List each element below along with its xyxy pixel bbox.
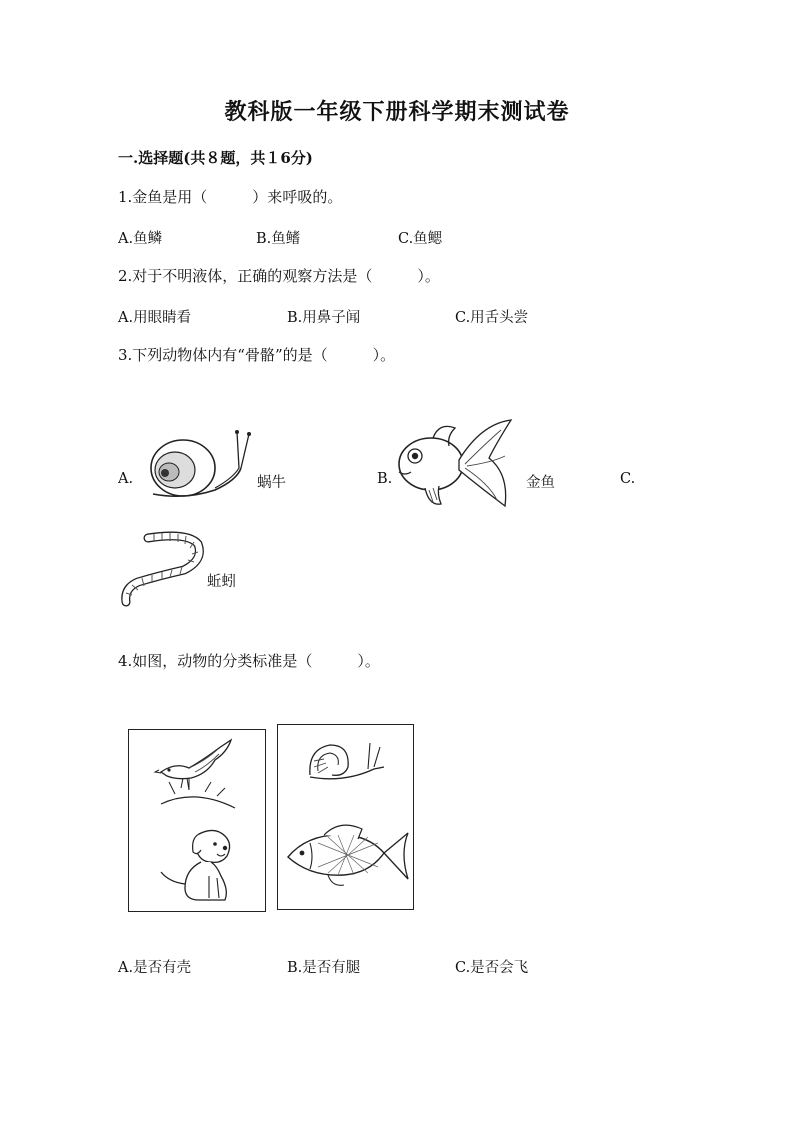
q4-option-a[interactable]: A.是否有壳	[118, 960, 192, 976]
section-heading: 一.选择题(共８题，共１6分)	[118, 149, 313, 167]
bird-icon	[155, 738, 239, 810]
q1-option-a[interactable]: A.鱼鳞	[118, 231, 163, 247]
q4-option-c[interactable]: C.是否会飞	[455, 960, 529, 976]
question-4: 4.如图，动物的分类标准是（ ）。	[118, 652, 380, 670]
animal-group-1	[128, 729, 266, 912]
earthworm-icon	[118, 530, 204, 606]
q1-option-c[interactable]: C.鱼鳃	[398, 231, 443, 247]
question-2: 2.对于不明液体，正确的观察方法是（ ）。	[118, 267, 440, 285]
page-title: 教科版一年级下册科学期末测试卷	[224, 99, 570, 125]
snail-icon	[145, 428, 255, 500]
q3-option-a-label: 蜗牛	[257, 475, 286, 491]
question-1: 1.金鱼是用（ ）来呼吸的。	[118, 188, 343, 206]
q2-option-a[interactable]: A.用眼睛看	[118, 310, 192, 326]
q1-option-b[interactable]: B.鱼鳍	[256, 231, 301, 247]
goldfish-icon	[393, 418, 513, 510]
q2-option-c[interactable]: C.用舌头尝	[455, 310, 529, 326]
q2-option-b[interactable]: B.用鼻子闻	[287, 310, 361, 326]
q4-option-b[interactable]: B.是否有腿	[287, 960, 361, 976]
dog-icon	[155, 826, 239, 904]
q3-option-a-letter[interactable]: A.	[118, 471, 134, 487]
snail-icon	[304, 735, 386, 783]
fish-icon	[284, 819, 410, 889]
q3-option-c-letter[interactable]: C.	[620, 471, 636, 487]
question-3: 3.下列动物体内有“骨骼”的是（ ）。	[118, 346, 396, 364]
q3-option-c-label: 蚯蚓	[207, 574, 236, 590]
q3-option-b-label: 金鱼	[526, 475, 555, 491]
q3-option-b-letter[interactable]: B.	[377, 471, 393, 487]
animal-group-2	[277, 724, 414, 910]
